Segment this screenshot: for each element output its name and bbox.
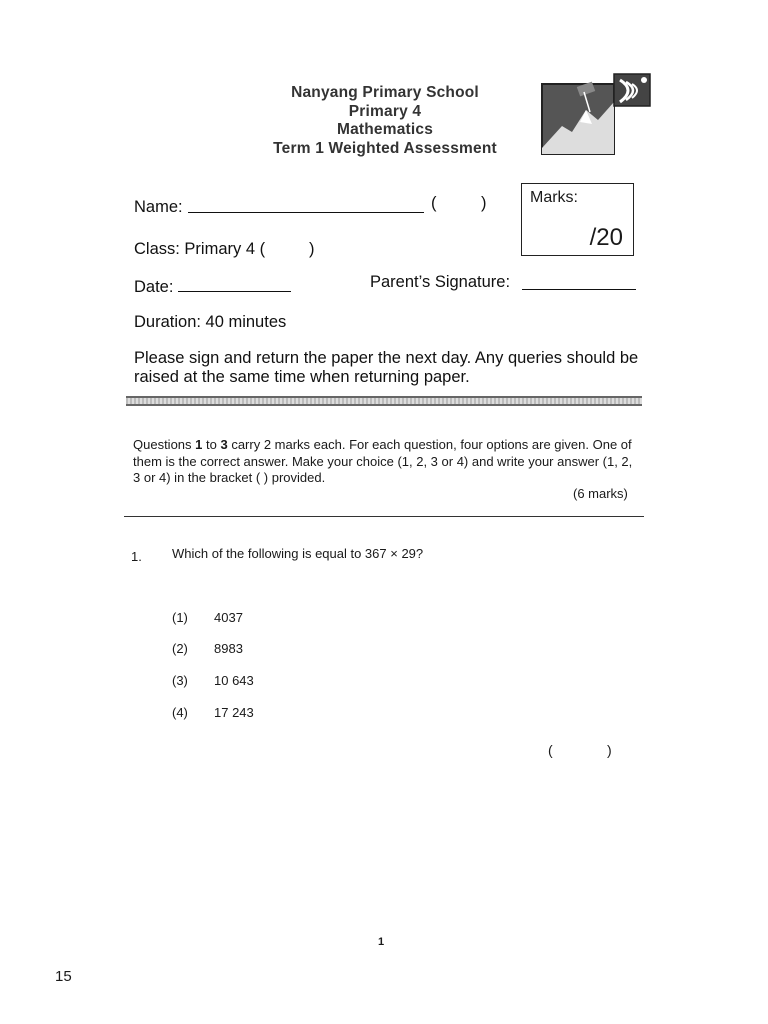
marks-note: (6 marks) (573, 486, 628, 501)
class-label: Class: Primary 4 ( (134, 240, 266, 258)
marks-box (521, 183, 634, 256)
question-range-end: 3 (220, 437, 228, 452)
question-text: Which of the following is equal to 367 × 29? (172, 546, 424, 561)
option-number: (4) (172, 705, 188, 720)
name-label: Name: (134, 198, 183, 216)
school-logo (540, 72, 652, 156)
return-notice: Please sign and return the paper the next day. Any queries should be raised at the same time when returning paper. (134, 349, 639, 386)
question-range-start: 1 (195, 437, 203, 452)
date-label: Date: (134, 278, 174, 296)
option-value: 8983 (214, 641, 243, 656)
option-value: 4037 (214, 610, 243, 625)
option-number: (1) (172, 610, 188, 625)
index-open: ( (431, 194, 437, 212)
option-value: 10 643 (214, 673, 254, 688)
subject-title: Mathematics (336, 121, 434, 138)
school-name: Nanyang Primary School (291, 84, 479, 101)
signature-label: Parent’s Signature: (370, 273, 511, 291)
option-value: 17 243 (214, 705, 254, 720)
index-close: ) (481, 194, 487, 212)
page-number: 1 (378, 936, 385, 948)
marks-label: Marks: (530, 189, 578, 206)
answer-field[interactable] (566, 740, 602, 760)
section-divider (126, 396, 642, 406)
class-close: ) (309, 240, 315, 258)
level-title: Primary 4 (348, 103, 422, 120)
instructions: Questions 1 to 3 carry 2 marks each. For each question, four options are given. One of them is the correct answer. Make your choice (1, 2, 3 or 4) and write your answer (1, 2, 3 or 4) in the bracket ( ) provided. (133, 437, 633, 485)
name-field[interactable] (188, 212, 424, 213)
question-number: 1. (131, 549, 142, 564)
answer-bracket-open: ( (548, 742, 553, 758)
option-number: (2) (172, 641, 188, 656)
signature-field[interactable] (522, 289, 636, 290)
answer-bracket-close: ) (607, 742, 612, 758)
instructions-divider (124, 516, 644, 517)
side-page-number: 15 (55, 968, 72, 985)
marks-total: /20 (589, 224, 623, 251)
assessment-title: Term 1 Weighted Assessment (273, 140, 497, 157)
date-field[interactable] (178, 291, 291, 292)
option-number: (3) (172, 673, 188, 688)
duration: Duration: 40 minutes (134, 313, 287, 331)
